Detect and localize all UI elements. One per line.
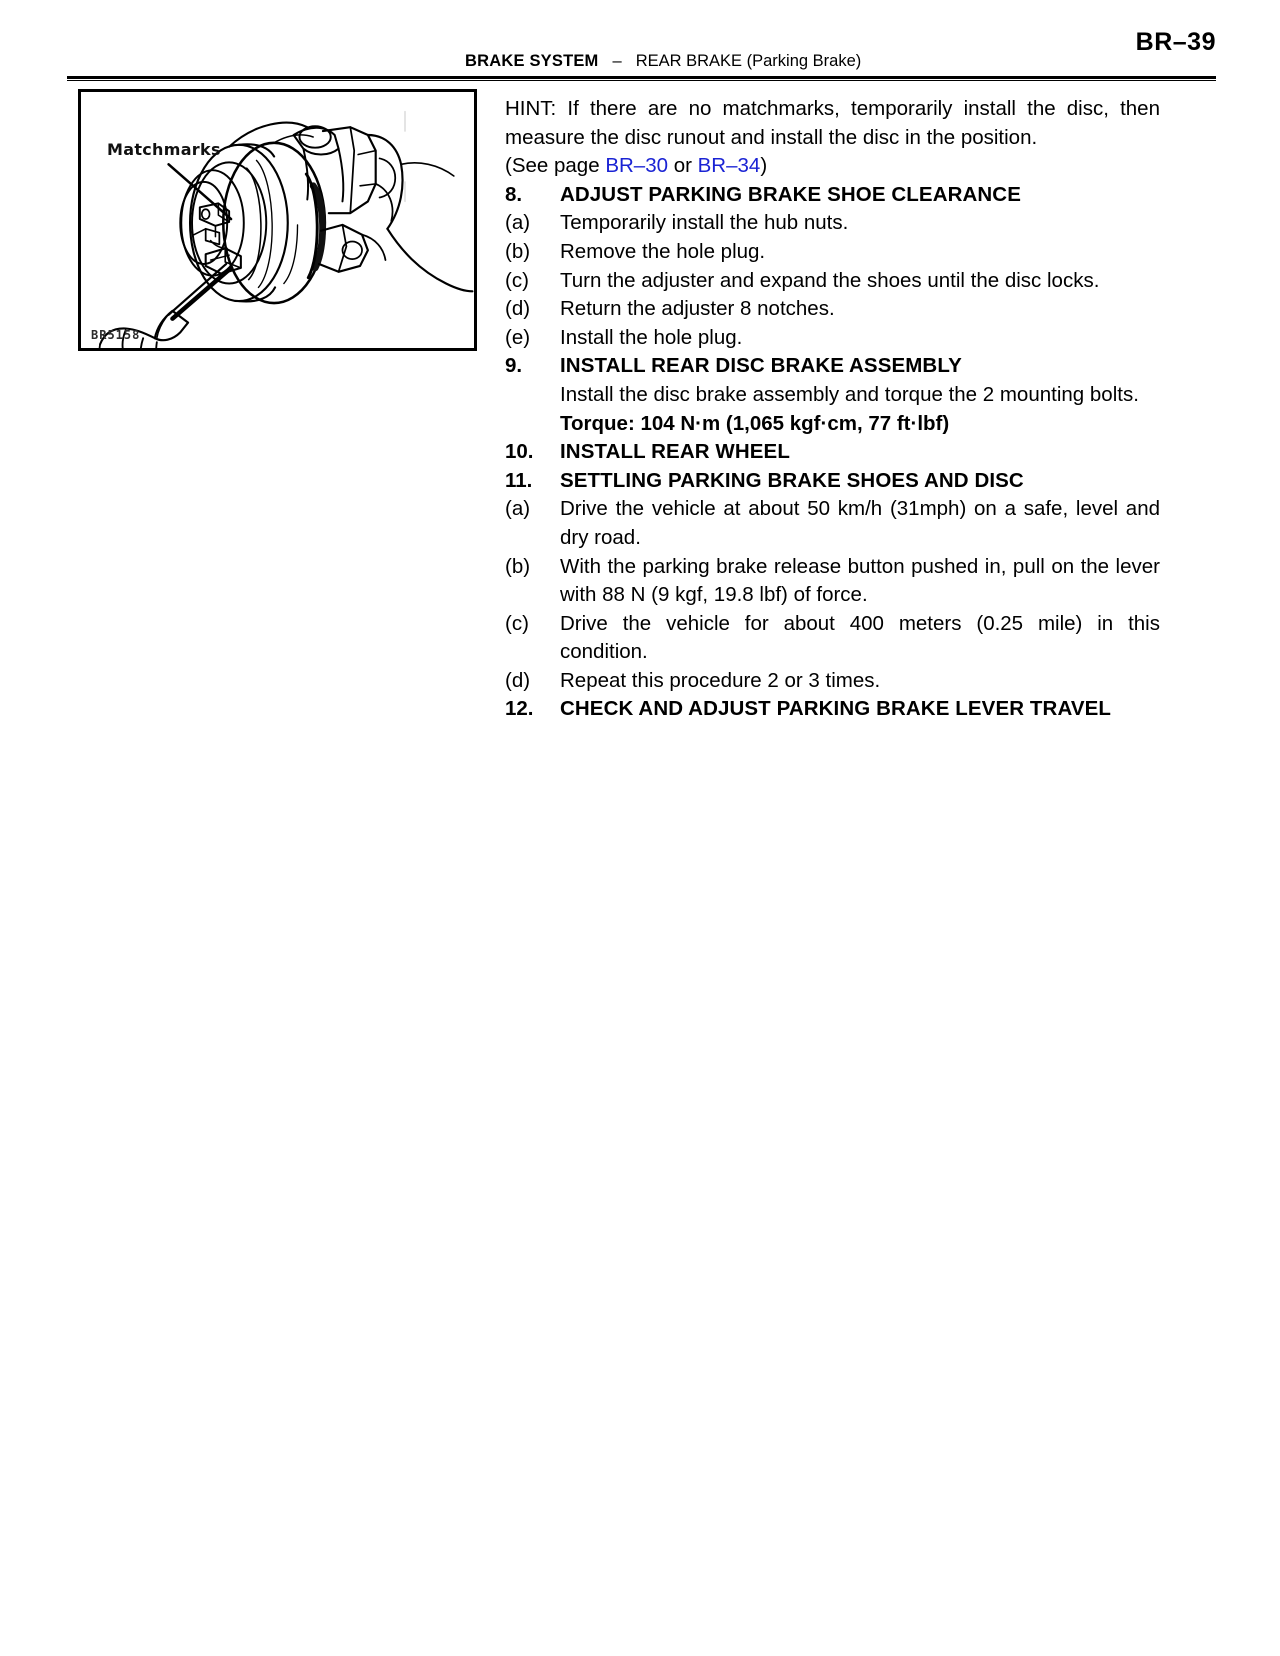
see-page-reference bbox=[505, 152, 1160, 181]
brake-disc-illustration-svg bbox=[81, 92, 474, 348]
step-12-title: CHECK AND ADJUST PARKING BRAKE LEVER TRAVEL bbox=[560, 697, 1111, 721]
step-8a-text: Temporarily install the hub nuts. bbox=[560, 211, 849, 235]
step-10-title: INSTALL REAR WHEEL bbox=[560, 440, 790, 464]
step-11b-text: With the parking brake release button pushed in, pull on the lever with 88 N (9 kgf, 19.8 lbf) of force. bbox=[560, 554, 1160, 607]
step-8a bbox=[505, 209, 1160, 238]
step-8a-marker: (a) bbox=[505, 211, 531, 235]
header-section-label: REAR BRAKE (Parking Brake) bbox=[635, 52, 862, 70]
step-8d bbox=[505, 295, 1160, 324]
step-10 bbox=[505, 438, 1160, 467]
step-8c-marker: (c) bbox=[505, 268, 529, 292]
see-page-suffix: ) bbox=[760, 154, 768, 178]
step-8-marker: 8. bbox=[505, 182, 523, 206]
step-9-title: INSTALL REAR DISC BRAKE ASSEMBLY bbox=[560, 354, 962, 378]
header-dash: – bbox=[612, 52, 622, 70]
step-9-body: Install the disc brake assembly and torque the 2 mounting bolts. bbox=[560, 382, 1139, 406]
step-11b-marker: (b) bbox=[505, 554, 531, 578]
step-8d-text: Return the adjuster 8 notches. bbox=[560, 297, 835, 321]
step-12 bbox=[505, 695, 1160, 724]
step-11a-marker: (a) bbox=[505, 497, 531, 521]
header-divider bbox=[67, 76, 1216, 81]
step-11d bbox=[505, 667, 1160, 696]
figure-reference-code: BR5158 bbox=[91, 328, 141, 342]
step-8b-text: Remove the hole plug. bbox=[560, 239, 766, 263]
step-11c-marker: (c) bbox=[505, 611, 529, 635]
step-11c bbox=[505, 610, 1160, 667]
step-8e-text: Install the hole plug. bbox=[560, 325, 743, 349]
header-breadcrumb bbox=[465, 52, 861, 71]
hint-paragraph: HINT: If there are no matchmarks, temporarily install the disc, then measure the disc runout and install the disc in the position. bbox=[505, 97, 1160, 149]
step-8c-text: Turn the adjuster and expand the shoes until the disc locks. bbox=[560, 268, 1100, 292]
step-11-title: SETTLING PARKING BRAKE SHOES AND DISC bbox=[560, 468, 1024, 492]
step-9-torque-spec: Torque: 104 N·m (1,065 kgf·cm, 77 ft·lbf) bbox=[560, 411, 950, 435]
step-9-marker: 9. bbox=[505, 354, 523, 378]
step-12-marker: 12. bbox=[505, 697, 534, 721]
step-11b bbox=[505, 553, 1160, 610]
step-8e bbox=[505, 324, 1160, 353]
step-11-marker: 11. bbox=[505, 468, 533, 492]
step-8e-marker: (e) bbox=[505, 325, 531, 349]
step-11 bbox=[505, 467, 1160, 496]
step-11d-text: Repeat this procedure 2 or 3 times. bbox=[560, 668, 881, 692]
step-11d-marker: (d) bbox=[505, 668, 531, 692]
step-9 bbox=[505, 352, 1160, 381]
see-page-prefix: (See page bbox=[505, 154, 606, 178]
step-10-marker: 10. bbox=[505, 440, 534, 464]
figure-callout-matchmarks: Matchmarks bbox=[107, 140, 221, 159]
step-8b bbox=[505, 238, 1160, 267]
page-number: BR–39 bbox=[1135, 28, 1216, 56]
link-br-34[interactable]: BR–34 bbox=[697, 154, 761, 178]
figure-illustration bbox=[78, 89, 477, 351]
step-8c bbox=[505, 267, 1160, 296]
step-11a bbox=[505, 495, 1160, 552]
page-header bbox=[67, 52, 1216, 82]
header-system-label: BRAKE SYSTEM bbox=[465, 52, 599, 70]
link-br-30[interactable]: BR–30 bbox=[605, 154, 668, 178]
step-11c-text: Drive the vehicle for about 400 meters (0.25 mile) in this condition. bbox=[560, 611, 1160, 664]
procedure-content bbox=[505, 95, 1160, 724]
step-8 bbox=[505, 181, 1160, 210]
step-8d-marker: (d) bbox=[505, 297, 531, 321]
see-page-conjunction: or bbox=[668, 154, 698, 178]
step-8-title: ADJUST PARKING BRAKE SHOE CLEARANCE bbox=[560, 182, 1021, 206]
step-8b-marker: (b) bbox=[505, 239, 531, 263]
step-11a-text: Drive the vehicle at about 50 km/h (31mph) on a safe, level and dry road. bbox=[560, 497, 1160, 549]
